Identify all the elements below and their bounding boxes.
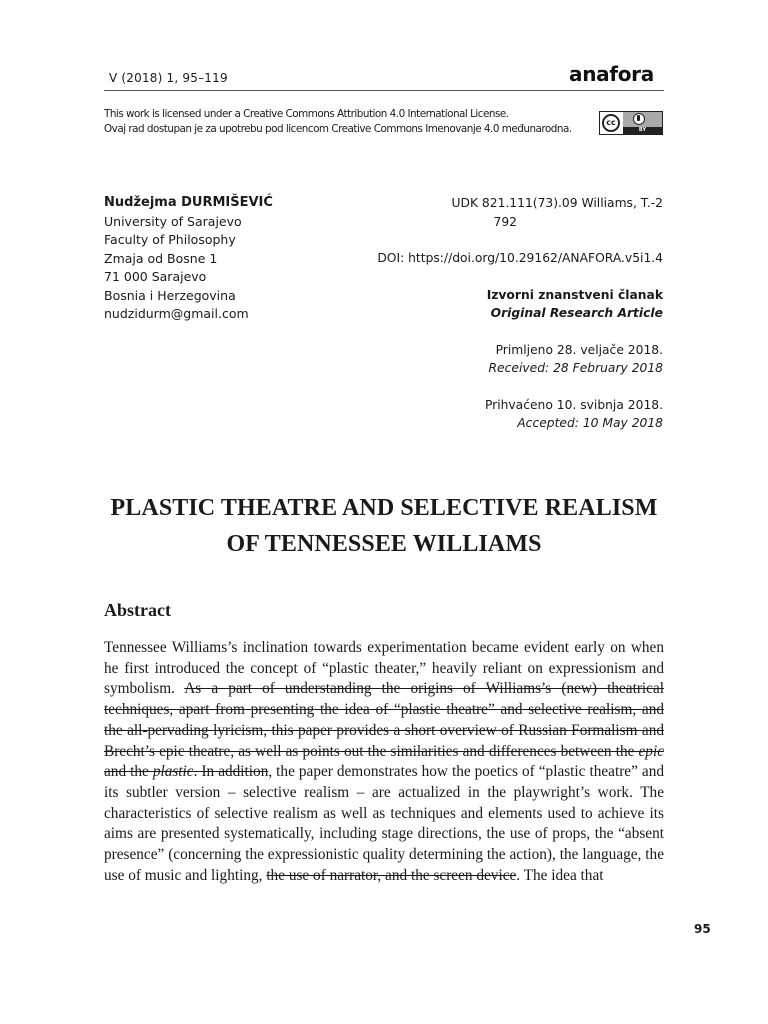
article-type-en: Original Research Article xyxy=(490,306,663,320)
article-type-hr: Izvorni znanstveni članak xyxy=(486,287,663,302)
affiliation-line: Zmaja od Bosne 1 xyxy=(104,250,218,266)
struck-text: and the xyxy=(104,763,153,781)
author-name: Nudžejma DURMIŠEVIĆ xyxy=(104,195,273,210)
struck-text: . In addition xyxy=(193,763,269,781)
title-line-1: PLASTIC THEATRE AND SELECTIVE REALISM xyxy=(110,495,658,521)
cc-icon: cc xyxy=(602,114,620,132)
struck-text-italic: plastic xyxy=(152,763,194,781)
paper-title xyxy=(0,490,768,562)
accepted-date-hr: Prihvaćeno 10. svibnja 2018. xyxy=(484,397,663,412)
abstract-text-segment: , the paper demonstrates how the poetics of “plastic theatre” and its subtler version – selective realism – are actualized in the playwright’s work. The characteristics of selective realism as well as techniques and elements used to achieve its aims are presented systematically, including stage directions, the use of props, the “absent presence” (concerning the expressionistic quality determining the action), the language, the use of music and lighting, xyxy=(104,763,664,884)
license-line-hr: Ovaj rad dostupan je za upotrebu pod licencom Creative Commons Imenovanje 4.0 međunarodna. xyxy=(104,123,572,135)
abstract-text-segment: Tennessee Williams’s inclination towards experimentation became evident early on when he first introduced the concept of “plastic theater,” heavily reliant on expressionism and symbolism. xyxy=(104,639,664,698)
page-number: 95 xyxy=(694,922,711,936)
header-rule xyxy=(104,90,664,91)
abstract-text-segment: . The idea that xyxy=(516,866,604,884)
udk-code: UDK 821.111(73).09 Williams, T.-2 xyxy=(451,196,663,210)
received-date-en: Received: 28 February 2018 xyxy=(488,361,663,375)
cc-by-license-badge[interactable] xyxy=(599,111,663,135)
author-email[interactable]: nudzidurm@gmail.com xyxy=(104,306,249,321)
license-notice xyxy=(104,107,572,137)
affiliation-line: University of Sarajevo xyxy=(104,213,242,229)
title-line-2: OF TENNESSEE WILLIAMS xyxy=(226,531,542,557)
struck-text: As a part of understanding the origins of Williams’s (new) theatrical techniques, apart from presenting the idea of “plastic theatre” and selective realism, and the all-pervading lyricism, this paper provides a short overview of Russian Formalism and Brecht’s epic theatre, as well as points out the similarities and differences between the xyxy=(104,680,665,760)
doi-link[interactable]: DOI: https://doi.org/10.29162/ANAFORA.v5i1.4 xyxy=(377,251,663,265)
person-icon xyxy=(633,113,645,125)
journal-reference: V (2018) 1, 95–119 xyxy=(109,71,228,85)
author-block xyxy=(104,194,273,324)
by-label: BY xyxy=(623,127,662,134)
abstract-heading: Abstract xyxy=(104,600,171,620)
affiliation-line: Bosnia i Herzegovina xyxy=(104,287,236,303)
abstract-text xyxy=(104,638,664,886)
received-date-hr: Primljeno 28. veljače 2018. xyxy=(495,342,663,357)
struck-text: the use of narrator, and the screen device xyxy=(266,866,517,884)
udk-code-cont: 792 xyxy=(493,214,517,229)
article-meta xyxy=(377,194,663,433)
license-line-en[interactable]: This work is licensed under a Creative Commons Attribution 4.0 International License. xyxy=(104,108,509,120)
journal-logo: anafora xyxy=(569,62,654,86)
struck-text-italic: epic xyxy=(638,742,664,760)
affiliation-line: 71 000 Sarajevo xyxy=(104,269,207,284)
accepted-date-en: Accepted: 10 May 2018 xyxy=(517,416,663,430)
affiliation-line: Faculty of Philosophy xyxy=(104,232,236,247)
